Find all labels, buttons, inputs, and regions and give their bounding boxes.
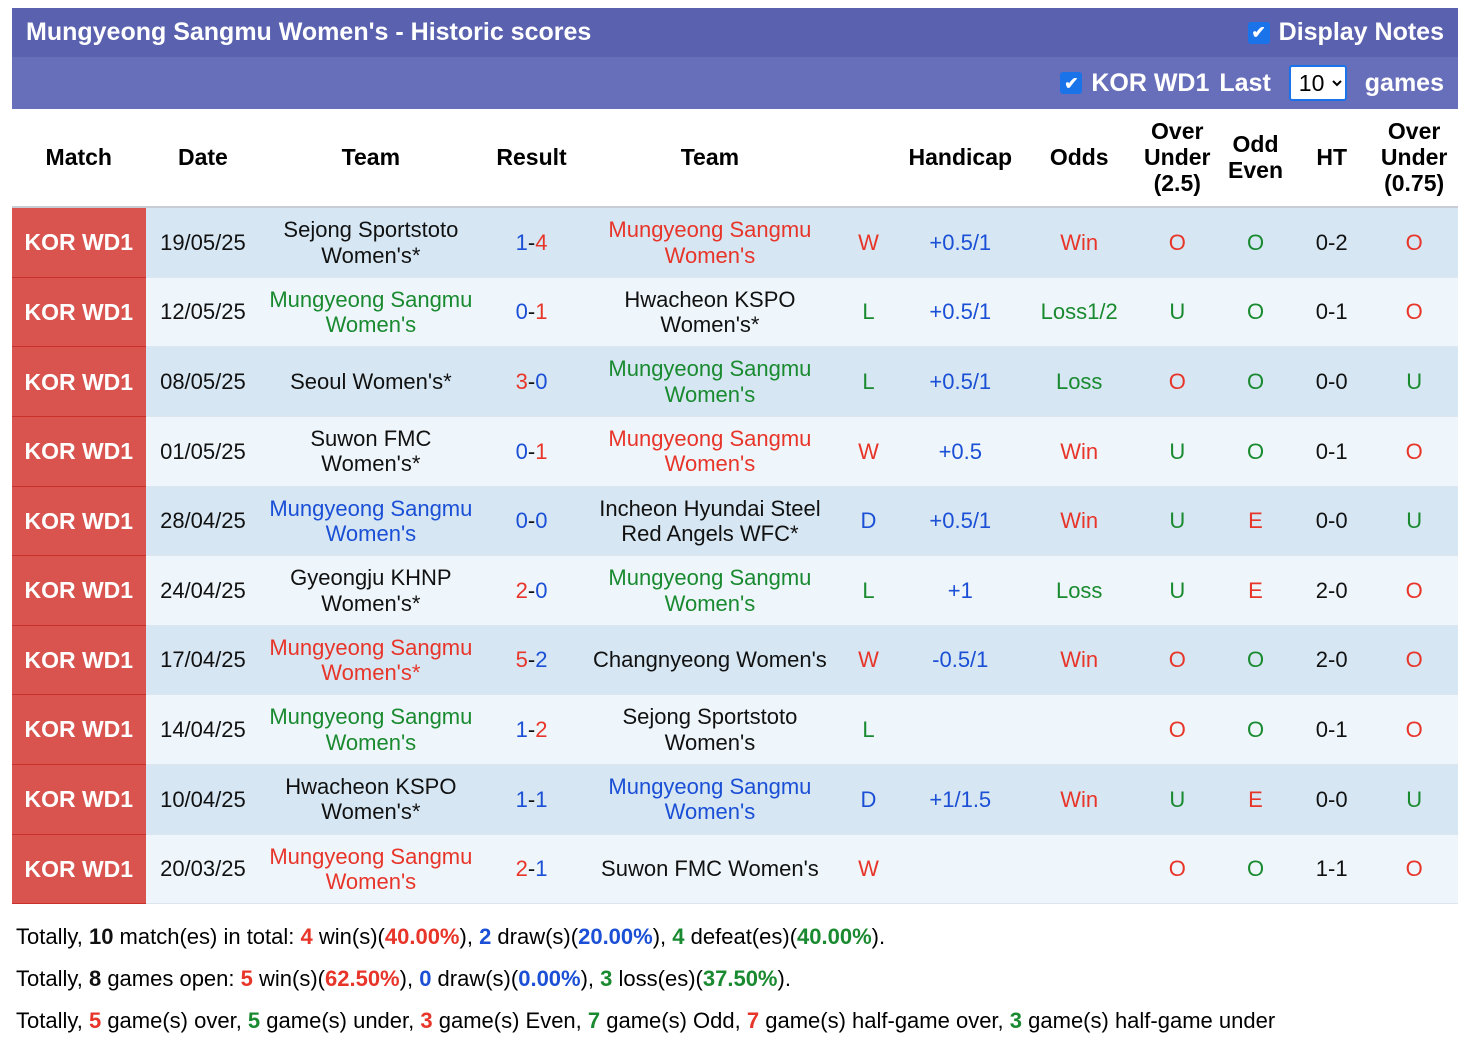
- table-row[interactable]: [12, 277, 1458, 347]
- outcome-indicator: L: [838, 277, 899, 347]
- summary-line-1: Totally, 10 match(es) in total: 4 win(s)(40.00%), 2 draw(s)(20.00%), 4 defeat(es)(40.00%).: [16, 924, 886, 950]
- odds-result: Loss1/2: [1022, 277, 1137, 347]
- over-under-075: O: [1370, 834, 1458, 904]
- over-under-25: O: [1137, 347, 1218, 417]
- over-under-075: O: [1370, 277, 1458, 347]
- halftime-score: 2-0: [1293, 625, 1370, 695]
- half-game-under: 3: [1009, 1007, 1023, 1033]
- over-under-075: O: [1370, 625, 1458, 695]
- away-team[interactable]: Mungyeong Sangmu Women's: [582, 765, 839, 835]
- league-badge: KOR WD1: [12, 556, 146, 626]
- col-team-home: Team: [260, 109, 481, 207]
- result-home: 3: [515, 369, 528, 395]
- summary-section: [12, 904, 1458, 1041]
- match-result[interactable]: [481, 486, 581, 556]
- col-match: Match: [12, 109, 146, 207]
- match-date: 28/04/25: [146, 486, 261, 556]
- result-home: 2: [515, 856, 528, 882]
- table-row[interactable]: [12, 486, 1458, 556]
- table-row[interactable]: [12, 417, 1458, 487]
- match-result[interactable]: [481, 277, 581, 347]
- halftime-score: 0-1: [1293, 417, 1370, 487]
- match-date: 24/04/25: [146, 556, 261, 626]
- result-away: 0: [535, 577, 548, 603]
- result-separator: -: [527, 856, 536, 882]
- match-result[interactable]: [481, 834, 581, 904]
- match-date: 19/05/25: [146, 207, 261, 277]
- odds-result: Win: [1022, 207, 1137, 277]
- historic-scores-table: [12, 109, 1458, 904]
- table-row[interactable]: [12, 765, 1458, 835]
- match-date: 17/04/25: [146, 625, 261, 695]
- open-losses: 3: [600, 965, 613, 991]
- match-date: 01/05/25: [146, 417, 261, 487]
- result-away: 0: [535, 508, 548, 534]
- result-away: 2: [535, 647, 548, 673]
- result-away: 1: [535, 438, 548, 464]
- result-home: 0: [515, 299, 528, 325]
- result-home: 5: [515, 647, 528, 673]
- table-row[interactable]: [12, 556, 1458, 626]
- over-under-075: U: [1370, 347, 1458, 417]
- table-header-row: [12, 109, 1458, 207]
- total-matches: 10: [88, 924, 114, 950]
- filter-bar: [12, 57, 1458, 109]
- wins-pct: 40.00%: [384, 924, 460, 950]
- table-body: [12, 207, 1458, 903]
- table-row[interactable]: [12, 625, 1458, 695]
- over-under-25: O: [1137, 625, 1218, 695]
- col-over-under-075: Over Under (0.75): [1370, 109, 1458, 207]
- odds-result: Loss: [1022, 556, 1137, 626]
- handicap-value: +0.5/1: [899, 486, 1022, 556]
- col-team-away: Team: [582, 109, 839, 207]
- over-under-075: U: [1370, 765, 1458, 835]
- half-game-over: 7: [746, 1007, 760, 1033]
- display-notes-toggle[interactable]: [1248, 18, 1444, 47]
- result-separator: -: [527, 647, 536, 673]
- display-notes-label: Display Notes: [1278, 18, 1444, 46]
- result-separator: -: [527, 717, 536, 743]
- result-separator: -: [527, 299, 536, 325]
- open-wins-pct: 62.50%: [325, 965, 400, 991]
- home-team[interactable]: Mungyeong Sangmu Women's: [260, 277, 481, 347]
- result-separator: -: [527, 786, 536, 812]
- result-separator: -: [527, 577, 536, 603]
- result-separator: -: [527, 229, 536, 255]
- page-header: [12, 8, 1458, 57]
- home-team[interactable]: Mungyeong Sangmu Women's: [260, 834, 481, 904]
- outcome-indicator: W: [838, 625, 899, 695]
- col-date: Date: [146, 109, 261, 207]
- result-separator: -: [527, 369, 536, 395]
- odd-even: E: [1218, 765, 1293, 835]
- draws-pct: 20.00%: [578, 924, 653, 950]
- summary-line-2: Totally, 8 games open: 5 win(s)(62.50%), 0 draw(s)(0.00%), 3 loss(es)(37.50%).: [16, 965, 791, 991]
- match-date: 08/05/25: [146, 347, 261, 417]
- away-team[interactable]: Suwon FMC Women's: [582, 834, 839, 904]
- result-home: 2: [515, 577, 528, 603]
- col-wl: [838, 109, 899, 207]
- outcome-indicator: W: [838, 207, 899, 277]
- odds-result: Win: [1022, 765, 1137, 835]
- outcome-indicator: L: [838, 347, 899, 417]
- open-draws-pct: 0.00%: [518, 965, 581, 991]
- wins-count: 4: [300, 924, 313, 950]
- league-filter-label: KOR WD1: [1091, 68, 1210, 97]
- open-draws: 0: [419, 965, 432, 991]
- away-team[interactable]: Mungyeong Sangmu Women's: [582, 347, 839, 417]
- over-under-25: U: [1137, 486, 1218, 556]
- odd-even: E: [1218, 486, 1293, 556]
- col-ht: HT: [1293, 109, 1370, 207]
- league-badge: KOR WD1: [12, 695, 146, 765]
- away-team[interactable]: Mungyeong Sangmu Women's: [582, 556, 839, 626]
- over-under-25: O: [1137, 207, 1218, 277]
- open-wins: 5: [240, 965, 253, 991]
- table-row[interactable]: [12, 347, 1458, 417]
- odd-even: O: [1218, 695, 1293, 765]
- odd-even: E: [1218, 556, 1293, 626]
- outcome-indicator: D: [838, 486, 899, 556]
- over-under-25: U: [1137, 765, 1218, 835]
- handicap-value: +0.5/1: [899, 347, 1022, 417]
- odd-even: O: [1218, 207, 1293, 277]
- odd-even: O: [1218, 417, 1293, 487]
- result-home: 1: [515, 229, 528, 255]
- match-result[interactable]: [481, 417, 581, 487]
- halftime-score: 0-1: [1293, 695, 1370, 765]
- col-over-under-25: Over Under (2.5): [1137, 109, 1218, 207]
- table-row[interactable]: [12, 207, 1458, 277]
- home-team[interactable]: Hwacheon KSPO Women's*: [260, 765, 481, 835]
- handicap-value: +0.5/1: [899, 207, 1022, 277]
- league-badge: KOR WD1: [12, 277, 146, 347]
- halftime-score: 0-0: [1293, 347, 1370, 417]
- home-team[interactable]: Mungyeong Sangmu Women's: [260, 486, 481, 556]
- handicap-value: [899, 695, 1022, 765]
- result-away: 0: [535, 369, 548, 395]
- match-result[interactable]: [481, 347, 581, 417]
- handicap-value: +1: [899, 556, 1022, 626]
- odd-even: O: [1218, 625, 1293, 695]
- result-home: 1: [515, 786, 528, 812]
- checkbox-icon[interactable]: ✔: [1060, 72, 1082, 94]
- over-under-25: U: [1137, 556, 1218, 626]
- result-separator: -: [527, 438, 536, 464]
- col-odd-even: Odd Even: [1218, 109, 1293, 207]
- col-result: Result: [481, 109, 581, 207]
- games-label: games: [1364, 68, 1444, 97]
- over-under-25: O: [1137, 834, 1218, 904]
- league-filter-toggle[interactable]: [1060, 69, 1209, 98]
- match-result[interactable]: [481, 207, 581, 277]
- result-separator: -: [527, 508, 536, 534]
- result-home: 0: [515, 438, 528, 464]
- over-under-075: U: [1370, 486, 1458, 556]
- handicap-value: +1/1.5: [899, 765, 1022, 835]
- handicap-value: +0.5/1: [899, 277, 1022, 347]
- odd-even: O: [1218, 834, 1293, 904]
- summary-line-3: Totally, 5 game(s) over, 5 game(s) under, 3 game(s) Even, 7 game(s) Odd, 7 game(s) half-game over, 3 game(s) half-game under: [16, 1007, 1276, 1033]
- over-under-075: O: [1370, 695, 1458, 765]
- match-result[interactable]: [481, 625, 581, 695]
- open-games: 8: [88, 965, 102, 991]
- odds-result: [1022, 834, 1137, 904]
- handicap-value: +0.5: [899, 417, 1022, 487]
- outcome-indicator: W: [838, 417, 899, 487]
- over-under-25: U: [1137, 417, 1218, 487]
- halftime-score: 0-2: [1293, 207, 1370, 277]
- result-away: 1: [535, 786, 548, 812]
- checkbox-icon[interactable]: ✔: [1248, 22, 1270, 44]
- match-date: 10/04/25: [146, 765, 261, 835]
- home-team[interactable]: Suwon FMC Women's*: [260, 417, 481, 487]
- result-away: 1: [535, 856, 548, 882]
- home-team[interactable]: Seoul Women's*: [260, 347, 481, 417]
- defeats-count: 4: [672, 924, 685, 950]
- match-result[interactable]: [481, 695, 581, 765]
- league-badge: KOR WD1: [12, 347, 146, 417]
- league-badge: KOR WD1: [12, 625, 146, 695]
- home-team[interactable]: Gyeongju KHNP Women's*: [260, 556, 481, 626]
- table-row[interactable]: [12, 834, 1458, 904]
- match-result[interactable]: [481, 765, 581, 835]
- halftime-score: 0-1: [1293, 277, 1370, 347]
- over-under-075: O: [1370, 556, 1458, 626]
- handicap-value: -0.5/1: [899, 625, 1022, 695]
- over-under-075: O: [1370, 417, 1458, 487]
- page-title: Mungyeong Sangmu Women's - Historic scores: [26, 18, 592, 46]
- league-badge: KOR WD1: [12, 834, 146, 904]
- handicap-value: [899, 834, 1022, 904]
- table-row[interactable]: [12, 695, 1458, 765]
- league-badge: KOR WD1: [12, 207, 146, 277]
- odds-result: Win: [1022, 486, 1137, 556]
- home-team[interactable]: Sejong Sportstoto Women's*: [260, 207, 481, 277]
- open-losses-pct: 37.50%: [702, 965, 778, 991]
- match-date: 12/05/25: [146, 277, 261, 347]
- halftime-score: 1-1: [1293, 834, 1370, 904]
- odd-even: O: [1218, 347, 1293, 417]
- over-under-25: U: [1137, 277, 1218, 347]
- over-under-075: O: [1370, 207, 1458, 277]
- result-away: 4: [535, 229, 548, 255]
- odd-even: O: [1218, 277, 1293, 347]
- away-team[interactable]: Hwacheon KSPO Women's*: [582, 277, 839, 347]
- away-team[interactable]: Changnyeong Women's: [582, 625, 839, 695]
- games-over: 5: [88, 1007, 102, 1033]
- away-team[interactable]: Mungyeong Sangmu Women's: [582, 207, 839, 277]
- last-label: Last: [1219, 68, 1271, 97]
- draws-count: 2: [479, 924, 492, 950]
- league-badge: KOR WD1: [12, 417, 146, 487]
- result-away: 1: [535, 299, 548, 325]
- away-team[interactable]: Sejong Sportstoto Women's: [582, 695, 839, 765]
- halftime-score: 0-0: [1293, 486, 1370, 556]
- result-away: 2: [535, 717, 548, 743]
- match-result[interactable]: [481, 556, 581, 626]
- col-odds: Odds: [1022, 109, 1137, 207]
- league-badge: KOR WD1: [12, 765, 146, 835]
- games-count-select[interactable]: [1289, 65, 1347, 101]
- league-badge: KOR WD1: [12, 486, 146, 556]
- odds-result: Win: [1022, 417, 1137, 487]
- away-team[interactable]: Mungyeong Sangmu Women's: [582, 417, 839, 487]
- games-under: 5: [247, 1007, 261, 1033]
- match-date: 14/04/25: [146, 695, 261, 765]
- defeats-pct: 40.00%: [797, 924, 872, 950]
- odds-result: [1022, 695, 1137, 765]
- over-under-25: O: [1137, 695, 1218, 765]
- odds-result: Loss: [1022, 347, 1137, 417]
- result-home: 1: [515, 717, 528, 743]
- games-odd: 7: [587, 1007, 601, 1033]
- outcome-indicator: L: [838, 695, 899, 765]
- result-home: 0: [515, 508, 528, 534]
- halftime-score: 2-0: [1293, 556, 1370, 626]
- match-date: 20/03/25: [146, 834, 261, 904]
- outcome-indicator: D: [838, 765, 899, 835]
- col-handicap: Handicap: [899, 109, 1022, 207]
- outcome-indicator: W: [838, 834, 899, 904]
- home-team[interactable]: Mungyeong Sangmu Women's: [260, 695, 481, 765]
- odds-result: Win: [1022, 625, 1137, 695]
- home-team[interactable]: Mungyeong Sangmu Women's*: [260, 625, 481, 695]
- outcome-indicator: L: [838, 556, 899, 626]
- halftime-score: 0-0: [1293, 765, 1370, 835]
- away-team[interactable]: Incheon Hyundai Steel Red Angels WFC*: [582, 486, 839, 556]
- games-even: 3: [420, 1007, 433, 1033]
